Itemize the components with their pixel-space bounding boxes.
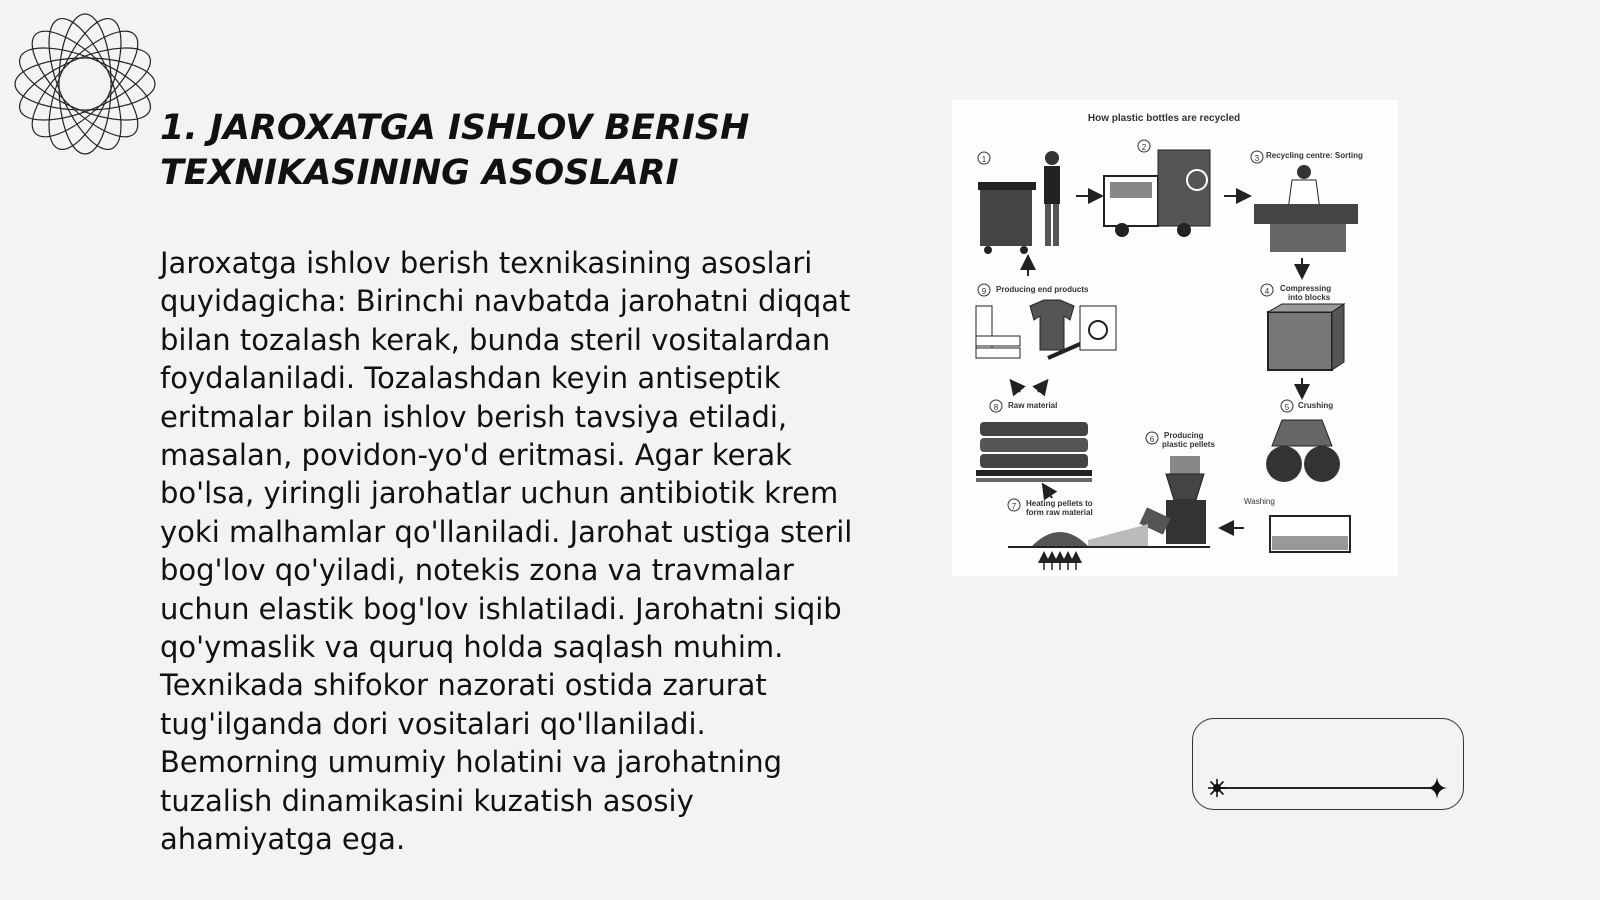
step-7-number: 7 xyxy=(1011,502,1017,511)
step-3-number: 3 xyxy=(1254,154,1260,163)
sun-icon xyxy=(1207,778,1227,798)
step-4-label-line-2: into blocks xyxy=(1288,293,1331,302)
sorting-table-icon xyxy=(1254,165,1358,252)
step-7-label-line-2: form raw material xyxy=(1026,508,1093,517)
step-6 xyxy=(1139,431,1244,544)
truck-icon xyxy=(1104,150,1210,237)
step-3-label: Recycling centre: Sorting xyxy=(1266,151,1363,160)
slide-title-line-2: TEXNIKASINING ASOSLARI xyxy=(160,153,679,193)
pellet-machine-icon xyxy=(1139,456,1206,544)
step-9-label: Producing end products xyxy=(996,285,1089,294)
slide-title xyxy=(160,106,880,196)
plastic-block-icon xyxy=(1268,304,1344,370)
step-8 xyxy=(976,400,1092,498)
slide-title-line-1: 1. JAROXATGA ISHLOV BERISH xyxy=(160,108,750,148)
step-7-label-line-1: Heating pellets to xyxy=(1026,499,1093,508)
crusher-icon xyxy=(1266,420,1350,552)
wheelie-bin-icon xyxy=(978,182,1036,254)
step-2-number: 2 xyxy=(1141,143,1147,152)
step-6-label-line-2: plastic pellets xyxy=(1162,440,1215,449)
step-4-number: 4 xyxy=(1264,287,1270,296)
step-8-label: Raw material xyxy=(1008,401,1058,410)
person-icon xyxy=(1044,151,1060,246)
spirograph-logo-icon xyxy=(10,10,160,158)
step-6-label-line-1: Producing xyxy=(1164,431,1204,440)
step-3 xyxy=(1251,151,1363,252)
step-1-number: 1 xyxy=(981,155,987,164)
step-5-number: 5 xyxy=(1284,403,1290,412)
step-5 xyxy=(1244,400,1350,552)
sack-pallet-icon xyxy=(976,422,1092,482)
diagram-title: How plastic bottles are recycled xyxy=(1087,113,1241,124)
washing-label: Washing xyxy=(1244,497,1275,506)
step-9-number: 9 xyxy=(981,287,987,296)
recycling-diagram xyxy=(952,100,1398,576)
step-8-number: 8 xyxy=(993,403,999,412)
slide-body-text: Jaroxatga ishlov berish texnikasining asoslari quyidagicha: Birinchi navbatda jarohatni diqqat bilan tozalash kerak, bunda steril vositalardan foydalaniladi. Tozalashdan keyin antiseptik eritmalar bilan ishlov berish tavsiya etiladi, masalan, povidon-yo'd eritmasi. Agar kerak bo'lsa, yiringli jarohatlar uchun antibiotik krem yoki malhamlar qo'llaniladi. Jarohat ustiga steril bog'lov qo'yiladi, notekis zona va travmalar uchun elastik bog'lov ishlatiladi. Jarohatni siqib qo'ymaslik va quruq holda saqlash muhim. Texnikada shifokor nazorati ostida zarurat tug'ilganda dori vositalari qo'llaniladi. Bemorning umumiy holatini va jarohatning tuzalish dinamikasini kuzatish asosiy ahamiyatga ega. xyxy=(160,246,853,857)
decorative-slider-card xyxy=(1192,718,1464,810)
step-6-number: 6 xyxy=(1149,435,1155,444)
step-5-label: Crushing xyxy=(1298,401,1334,410)
step-9 xyxy=(976,284,1116,358)
step-2 xyxy=(1104,140,1210,237)
step-4-label-line-1: Compressing xyxy=(1280,284,1332,293)
slider-line xyxy=(1217,787,1437,789)
sparkle-icon xyxy=(1427,777,1447,799)
end-products-icon xyxy=(976,300,1116,358)
step-4 xyxy=(1261,258,1344,396)
step-1 xyxy=(978,151,1060,254)
